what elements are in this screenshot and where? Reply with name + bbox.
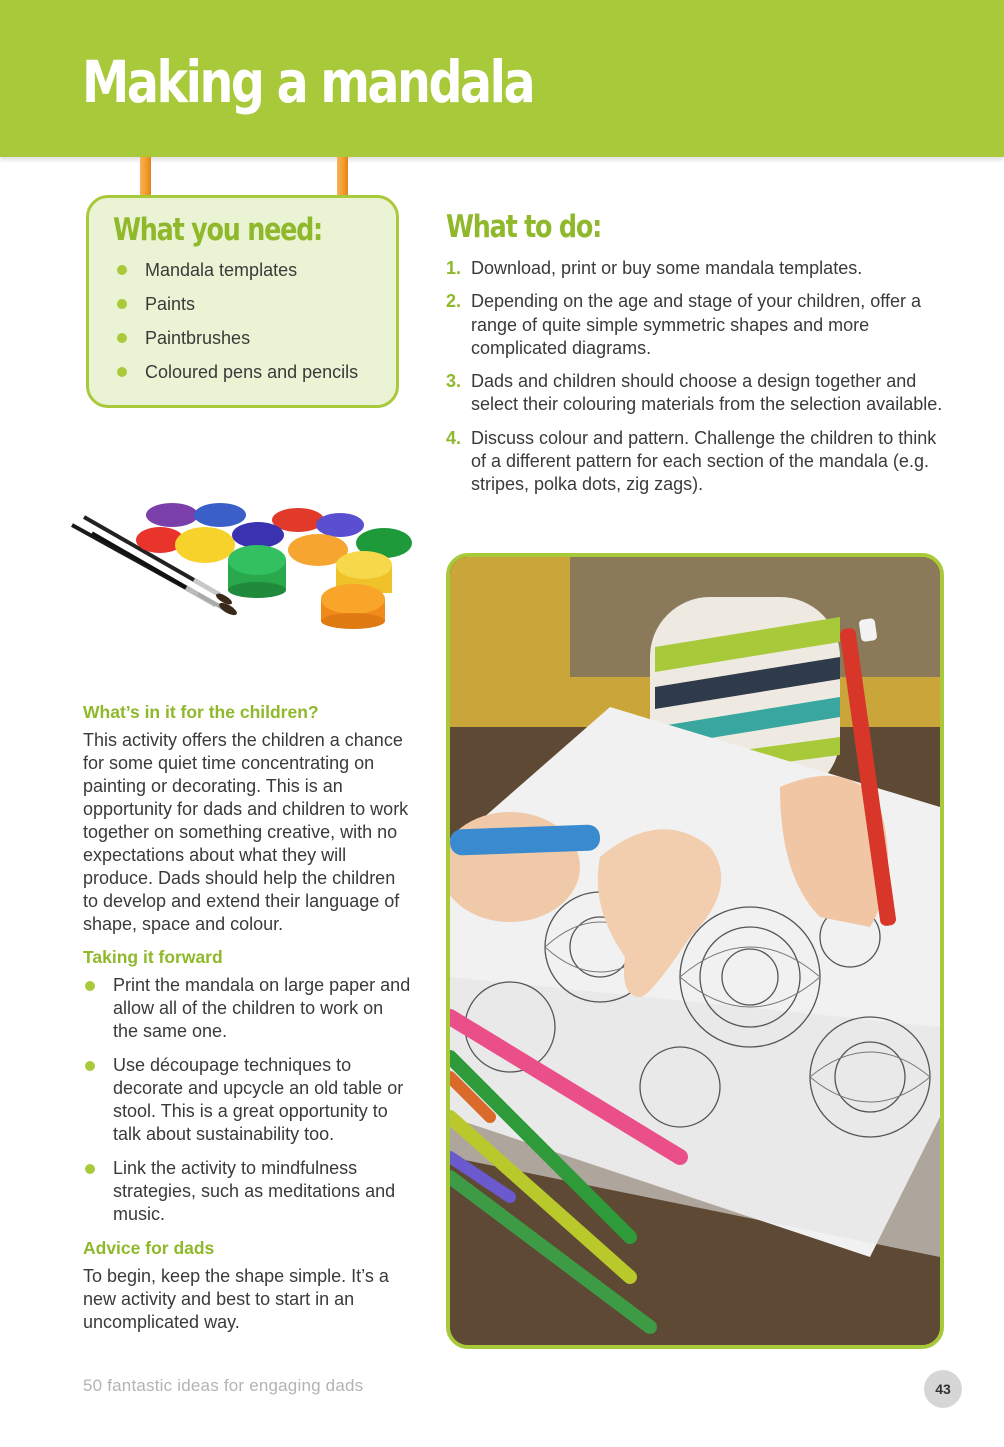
list-item: Paints [115,292,358,326]
bullet-icon [117,367,127,377]
page-number: 43 [924,1370,962,1408]
side-column [83,701,413,1334]
page-title: Making a mandala [82,48,534,116]
bullet-icon [117,265,127,275]
list-item: Mandala templates [115,258,358,292]
what-to-do-heading: What to do: [446,209,602,245]
children-colouring-image [450,557,940,1345]
bullet-icon [85,981,95,991]
hanging-peg-right [337,157,348,197]
hanging-peg-left [140,157,151,197]
bullet-icon [85,1061,95,1071]
step-item: 1. Download, print or buy some mandala templates. [446,258,863,278]
bullet-icon [85,1164,95,1174]
list-item: Paintbrushes [115,326,358,360]
list-item: Link the activity to mindfulness strategies, such as meditations and music. [83,1157,413,1226]
list-item: Use découpage techniques to decorate and upcycle an old table or stool. This is a great opportunity to talk about sustainability too. [83,1054,413,1146]
what-you-need-heading: What you need: [113,212,322,248]
advice-text: To begin, keep the shape simple. It’s a new activity and best to start in an uncomplicated way. [83,1266,389,1332]
footer-text: 50 fantastic ideas for engaging dads [83,1376,364,1395]
what-you-need-box [86,195,399,408]
forward-heading: Taking it forward [83,947,223,967]
bullet-icon [117,333,127,343]
colouring-photo [446,553,944,1349]
title-banner [0,0,1004,157]
paint-pot-icon [136,503,412,629]
bullet-icon [117,299,127,309]
list-item: Print the mandala on large paper and allow all of the children to work on the same one. [83,974,413,1043]
what-to-do-steps [446,257,946,507]
list-item: Coloured pens and pencils [115,360,358,394]
what-you-need-list [115,258,358,394]
forward-list [83,974,413,1226]
step-item: 4. Discuss colour and pattern. Challenge the children to think of a different pattern for each section of the mandala (e.g. stripes, polka dots, zig zags). [446,427,937,495]
children-text: This activity offers the children a chance for some quiet time concentrating on painting or decorating. This is an opportunity for dads and children to work together on something creative, with no expectations about what they will produce. Dads should help the children to develop and extend their language of shape, space and colour. [83,730,409,934]
advice-heading: Advice for dads [83,1238,215,1258]
step-item: 3. Dads and children should choose a design together and select their colouring materials from the selection available. [446,371,943,415]
children-heading: What’s in it for the children? [83,702,319,722]
step-item: 2. Depending on the age and stage of your children, offer a range of quite simple symmetric shapes and more complicated diagrams. [446,291,921,358]
paint-pots-illustration [68,495,418,640]
